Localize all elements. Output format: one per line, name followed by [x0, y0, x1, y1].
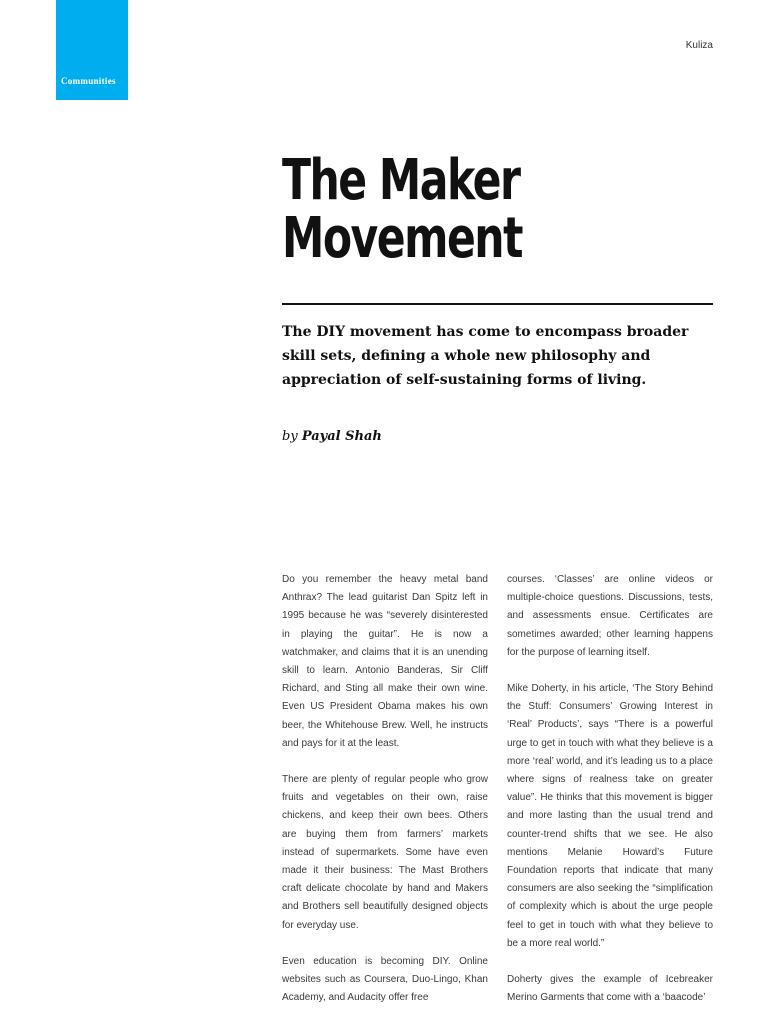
title-line-1: The Maker [282, 148, 520, 213]
body-paragraph: There are plenty of regular people who grow fruits and vegetables on their own, raise chickens, and keep their own bees. Others are buying them from farmers’ markets instead of supermarkets. Some have even made it their business: The Mast Brothers craft delicate chocolate by hand and Makers and Brothers sell beautifully designed objects for everyday use. [282, 774, 488, 931]
body-paragraph: Even education is becoming DIY. Online websites such as Coursera, Duo-Lingo, Khan Academy, and Audacity offer free [282, 955, 488, 1004]
section-tag-block [56, 0, 128, 100]
company-name: Kuliza [685, 40, 713, 51]
section-tag-label: Communities [61, 76, 116, 86]
body-paragraph: Mike Doherty, in his article, ‘The Story Behind the Stuff: Consumers’ Growing Interest in ‘Real’ Products’, says “There is a powerful urge to get in touch with what they believe is a more ‘real’ world, and it’s leading us to a place where signs of realness take on greater value”. He thinks that this movement is bigger and more lasting than the usual trend and counter-trend shifts that we see. He also mentions Melanie Howard’s Future Foundation reports that indicate that many consumers are also seeking the “simplification of complexity which is about the urge people feel to get in touch with what they believe to be a more real world.” [507, 683, 713, 949]
title-divider [282, 303, 713, 305]
body-column-left [282, 571, 488, 1025]
byline-author: Payal Shah [301, 429, 382, 444]
byline [282, 429, 382, 444]
byline-prefix: by [282, 429, 298, 444]
body-paragraph: courses. ‘Classes’ are online videos or multiple-choice questions. Discussions, tests, and assessments ensue. Certificates are sometimes awarded; other learning happens for the purpose of learning itself. [507, 574, 713, 658]
body-column-right [507, 571, 713, 1025]
article-deck: The DIY movement has come to encompass broader skill sets, defining a whole new philosophy and appreciation of self-sustaining forms of living. [282, 324, 689, 388]
body-paragraph: Do you remember the heavy metal band Anthrax? The lead guitarist Dan Spitz left in 1995 because he was “severely disinterested in playing the guitar”. He is now a watchmaker, and claims that it is an unending skill to learn. Antonio Banderas, Sir Cliff Richard, and Sting all make their own wine. Even US President Obama makes his own beer, the Whitehouse Brew. Well, he instructs and pays for it at the least. [282, 574, 488, 749]
article-title [282, 148, 522, 271]
body-paragraph: Doherty gives the example of Icebreaker Merino Garments that come with a ‘baacode’ [507, 974, 713, 1004]
title-line-2: Movement [282, 206, 522, 271]
